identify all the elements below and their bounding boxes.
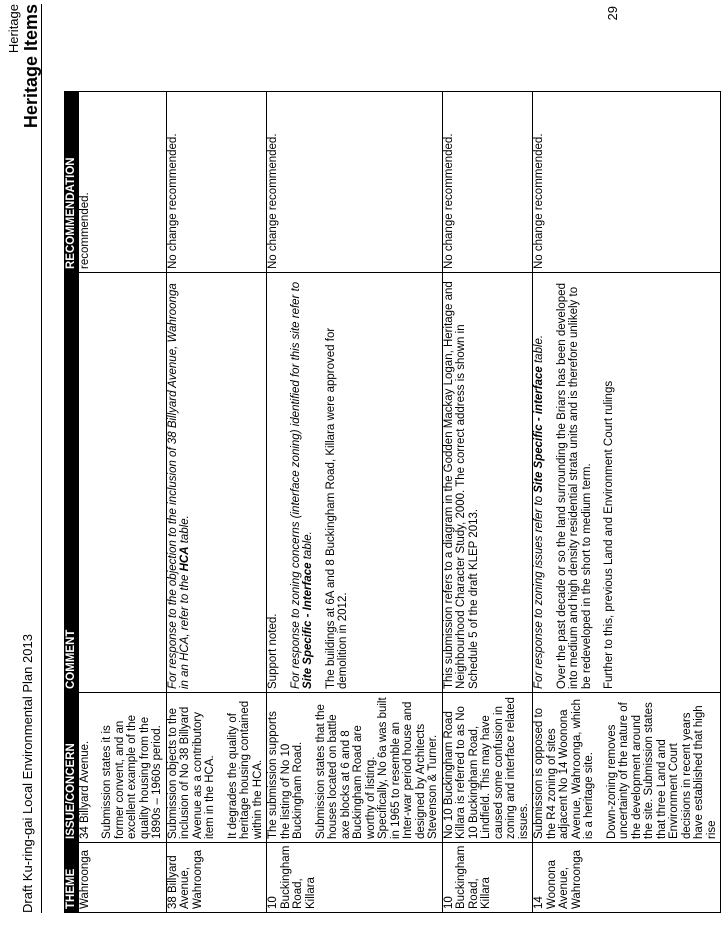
issue-paragraph: Submission states that the houses located on battle axe blocks at 6 and 8 Buckingham Road are worthy of listing. Specifically, No 6a was built in 1965 to resemble an Inter-war period house and designed by Architects Stevenson & Turner. bbox=[314, 697, 439, 839]
table-row bbox=[166, 92, 267, 913]
table-row bbox=[533, 92, 721, 913]
issue-paragraph: It degrades the quality of heritage housing contained within the HCA. bbox=[226, 700, 264, 839]
issue-paragraph: 34 Billyard Avenue. bbox=[78, 740, 91, 839]
comment-paragraph: Over the past decade or so the land surrounding the Briars has been developed into medium and high density residential strata units and is therefore unlikely to be redeveloped in the short to medium term. bbox=[555, 283, 593, 689]
recommendation-cell: No change recommended. bbox=[533, 92, 721, 273]
table-header-row bbox=[65, 92, 79, 913]
issue-paragraph: The submission supports the listing of No 10 Buckingham Road. bbox=[267, 711, 304, 839]
comment-text: For response to zoning issues refer to bbox=[533, 492, 545, 689]
issue-paragraph: No 10 Buckingham Road Killara is referred to as No 10 Buckingham Road, Lindfield. This may have caused some confusion in zoning and interface related issues. bbox=[442, 697, 530, 839]
comment-cell bbox=[267, 273, 443, 693]
recommendation-cell: No change recommended. bbox=[442, 92, 533, 273]
comment-paragraph: Further to this, previous Land and Environment Court rulings bbox=[603, 380, 615, 689]
comment-cell bbox=[442, 273, 533, 693]
comment-cell bbox=[166, 273, 267, 693]
theme-cell: Wahroonga bbox=[78, 843, 166, 913]
theme-cell: 14 Woonona Avenue, Wahroonga bbox=[533, 843, 721, 913]
comment-text: For response to the objection to the inclusion of 38 Billyard Avenue, Wahroonga in an HCA, refer to the bbox=[166, 283, 191, 689]
column-header-comment: COMMENT bbox=[65, 273, 79, 693]
comment-paragraph bbox=[533, 276, 546, 689]
table-reference-text: Site Specific - Interface bbox=[302, 562, 314, 689]
comment-text: table. bbox=[533, 334, 545, 367]
issue-cell bbox=[267, 693, 443, 843]
issue-cell bbox=[78, 693, 166, 843]
table-reference-text: Site Specific - interface bbox=[533, 366, 545, 493]
issue-paragraph: Submission is opposed to the R4 zoning of sites adjacent No 14 Woonona Avenue, Wahroonga, which is a heritage site. bbox=[533, 698, 595, 839]
comment-cell bbox=[533, 273, 721, 693]
section-header bbox=[6, 4, 41, 128]
issue-cell bbox=[166, 693, 267, 843]
comment-paragraph bbox=[290, 276, 315, 689]
comment-text: table. bbox=[179, 515, 191, 547]
comment-text: For response to zoning concerns (interface zoning) identified for this site refer to bbox=[289, 281, 302, 689]
issue-paragraph: Submission objects to the inclusion of No 38 Billyard Avenue as a contributory item in the HCA. bbox=[166, 706, 216, 839]
submissions-table bbox=[64, 91, 721, 913]
column-header-issue: ISSUE/CONCERN bbox=[65, 693, 79, 843]
comment-cell bbox=[78, 273, 166, 693]
column-header-theme: THEME bbox=[65, 843, 79, 913]
header-rule bbox=[41, 4, 42, 913]
column-header-recommendation: RECOMMENDATION bbox=[65, 92, 79, 273]
recommendation-cell: No change recommended. bbox=[166, 92, 267, 273]
page-heading: Heritage Items bbox=[21, 4, 41, 129]
comment-text: table. bbox=[302, 531, 314, 563]
page-number: 29 bbox=[605, 6, 620, 21]
theme-cell: 10 Buckingham Road, Killara bbox=[267, 843, 443, 913]
issue-paragraph: Down-zoning removes uncertainty of the nature of the development around the site. Submission states that three Land and Environment Court decisions in recent years have established that high rise bbox=[605, 702, 718, 839]
recommendation-cell: No change recommended. bbox=[267, 92, 443, 273]
comment-paragraph: Support noted. bbox=[267, 613, 279, 689]
issue-cell bbox=[442, 693, 533, 843]
table-row bbox=[442, 92, 533, 913]
table-row bbox=[267, 92, 443, 913]
comment-paragraph: The buildings at 6A and 8 Buckingham Road, Killara were approved for demolition in 2012. bbox=[324, 327, 349, 689]
table-row bbox=[78, 92, 166, 913]
recommendation-cell: recommended. bbox=[78, 92, 166, 273]
theme-cell: 10 Buckingham Road, Killara bbox=[442, 843, 533, 913]
theme-cell: 38 Billyard Avenue, Wahroonga bbox=[166, 843, 267, 913]
issue-paragraph: Submission states it is former convent, and an excellent example of the quality housing from the 1890s – 1960s period. bbox=[101, 714, 163, 839]
issue-cell bbox=[533, 693, 721, 843]
hca-link-text: HCA bbox=[179, 546, 191, 572]
section-label: Heritage bbox=[6, 4, 21, 54]
comment-paragraph bbox=[167, 276, 192, 689]
document-title: Draft Ku-ring-gai Local Environmental Plan 2013 bbox=[20, 634, 35, 913]
comment-paragraph: This submission refers to a diagram in the Godden Mackay Logan, Heritage and Neighbourhood Character Study, 2000. The correct address is shown in Schedule 5 of the draft KLEP 2013. bbox=[442, 281, 480, 689]
